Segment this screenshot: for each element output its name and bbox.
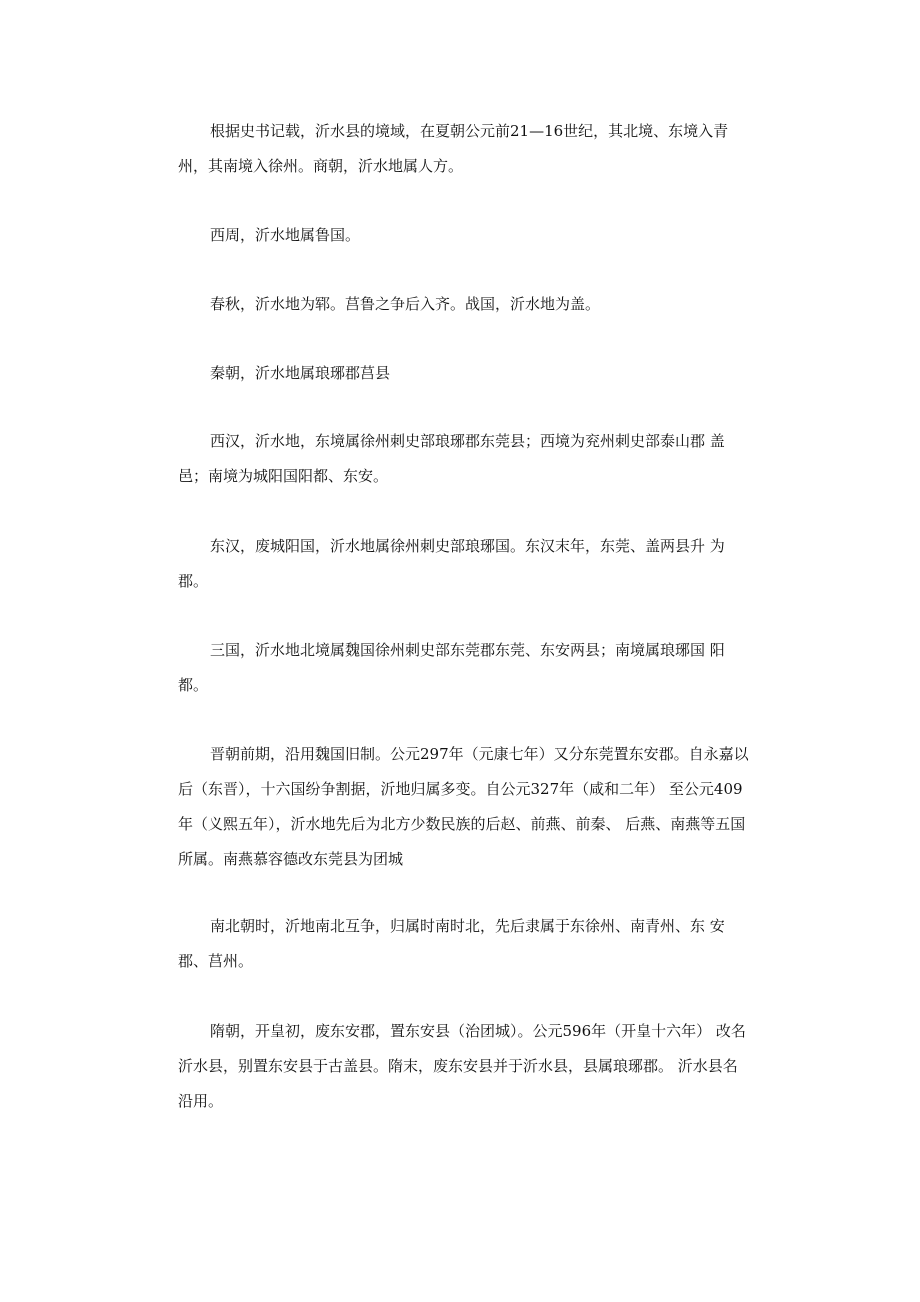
paragraph-sui: 隋朝，开皇初，废东安郡，置东安县（治团城）。公元596年（开皇十六年） 改名沂水县，别置东安县于古盖县。隋末，废东安县并于沂水县，县属琅琊郡。 沂水县名沿用。 <box>178 1022 746 1110</box>
paragraph-western-han: 西汉，沂水地，东境属徐州刺史部琅琊郡东莞县；西境为兖州刺史部泰山郡 盖邑；南境为城阳国阳都、东安。 <box>178 432 725 485</box>
paragraph-three-kingdoms: 三国，沂水地北境属魏国徐州刺史部东莞郡东莞、东安两县；南境属琅琊国 阳都。 <box>178 641 725 694</box>
paragraph-jin: 晋朝前期，沿用魏国旧制。公元297年（元康七年）又分东莞置东安郡。自永嘉以后（东晋），十六国纷争割据，沂地归属多变。自公元327年（咸和二年） 至公元409年（义熙五年），沂水地先后为北方少数民族的后赵、前燕、前秦、 后燕、南燕等五国所属。南燕慕容德改东莞县为团城 <box>178 745 749 868</box>
paragraph-spring-autumn: 春秋，沂水地为郓。莒鲁之争后入齐。战国，沂水地为盖。 <box>210 295 601 313</box>
paragraph-xia-shang: 根据史书记载，沂水县的境域，在夏朝公元前21—16世纪，其北境、东境入青州，其南境入徐州。商朝，沂水地属人方。 <box>178 122 729 175</box>
paragraph-eastern-han: 东汉，废城阳国，沂水地属徐州刺史部琅琊国。东汉末年，东莞、盖两县升 为郡。 <box>178 537 725 590</box>
paragraph-western-zhou: 西周，沂水地属鲁国。 <box>210 226 361 244</box>
paragraph-qin: 秦朝，沂水地属琅琊郡莒县 <box>210 364 391 382</box>
paragraph-southern-northern: 南北朝时，沂地南北互争，归属时南时北，先后隶属于东徐州、南青州、东 安郡、莒州。 <box>178 917 725 970</box>
